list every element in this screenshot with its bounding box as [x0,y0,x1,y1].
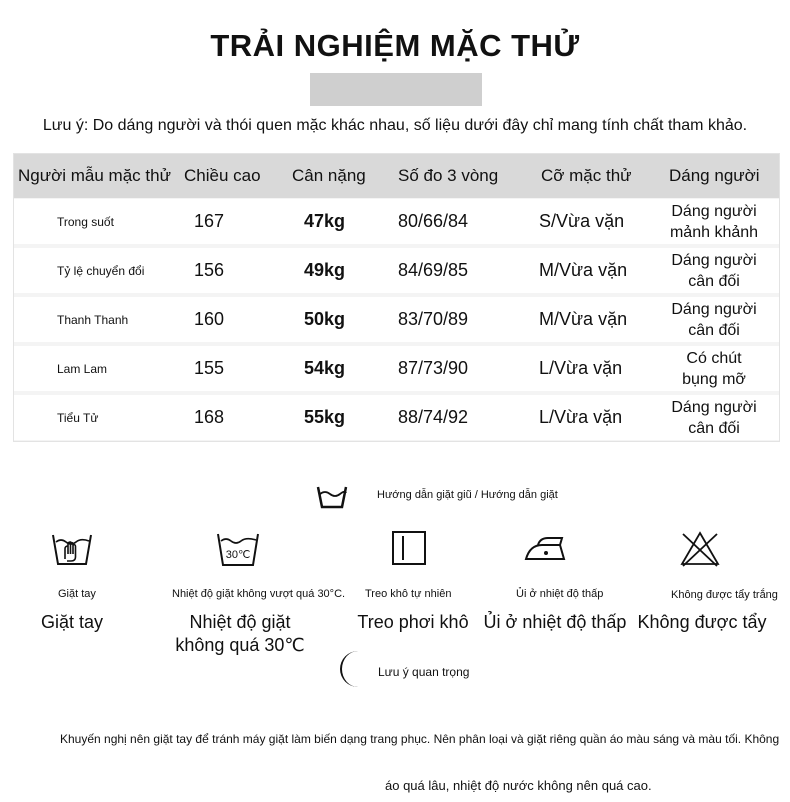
fitting-table [13,153,780,442]
hand-wash-label [32,611,112,634]
measurement-value: 84/69/85 [398,260,469,280]
table-row [14,199,779,244]
model-name: Tiểu Tử [57,411,99,425]
wash-30c-label-line1: Nhiệt độ giặt [189,612,291,632]
measurement-value: 80/66/84 [398,211,469,231]
weight-value: 54kg [304,358,346,378]
model-name: Lam Lam [57,362,108,376]
wash-basin-icon [316,484,348,510]
height-value: 167 [194,211,225,231]
body-shape-line1: Dáng người [671,301,757,318]
header-measurements: Số đo 3 vòng [398,166,499,185]
size-value: M/Vừa vặn [539,309,628,329]
size-value: S/Vừa vặn [539,211,625,231]
body-shape-line2: bụng mỡ [682,371,746,388]
table-row [14,297,779,342]
wash-30c-label [160,611,320,657]
line-dry-icon [391,530,427,566]
page-title: TRẢI NGHIỆM MẶC THỬ [210,28,580,63]
care-header-label: Hướng dẫn giặt giũ / Hướng dẫn giặt [377,489,558,501]
body-shape-value [659,397,769,439]
height-value: 156 [194,260,225,280]
body-shape-value [659,201,769,243]
no-bleach-label-line1: Không được tẩy [637,612,767,632]
header-weight: Cân nặng [292,166,366,185]
hand-wash-small-label: Giặt tay [58,588,96,600]
body-shape-line1: Dáng người [671,252,757,269]
height-value: 160 [194,309,225,329]
care-advice-line2: áo quá lâu, nhiệt độ nước không nên quá cao. [385,778,652,793]
size-value: L/Vừa vặn [539,407,623,427]
weight-value: 50kg [304,309,346,329]
body-shape-value [659,348,769,390]
body-shape-line2: cân đối [688,322,740,339]
weight-value: 47kg [304,211,346,231]
body-shape-line2: mảnh khảnh [669,224,759,241]
table-row [14,346,779,391]
care-advice-line1: Khuyến nghị nên giặt tay để tránh máy giặt làm biến dạng trang phục. Nên phân loại và giặt riêng quần áo màu sáng và màu tối. Không [60,732,780,746]
no-bleach-small-label: Không được tẩy trắng [671,589,778,601]
size-value: M/Vừa vặn [539,260,628,280]
model-name: Tỷ lệ chuyển đổi [57,264,145,278]
iron-low-label [480,611,630,634]
table-row [14,248,779,293]
size-value: L/Vừa vặn [539,358,623,378]
table-header [14,154,779,198]
header-body-shape: Dáng người [669,166,760,185]
iron-low-icon [524,535,568,563]
header-height: Chiều cao [184,166,261,185]
title-underline-bar [310,73,482,106]
iron-low-small-label: Ủi ở nhiệt độ thấp [516,588,604,600]
body-shape-line1: Dáng người [671,203,757,220]
weight-value: 49kg [304,260,346,280]
wash-30c-label-line2: không quá 30℃ [175,635,305,655]
no-bleach-icon [679,530,721,568]
measurement-value: 88/74/92 [398,407,469,427]
wash-30c-badge: 30℃ [225,549,251,561]
header-model: Người mẫu mặc thử [18,166,171,185]
height-value: 155 [194,358,225,378]
header-size: Cỡ mặc thử [541,166,632,185]
reference-note: Lưu ý: Do dáng người và thói quen mặc khác nhau, số liệu dưới đây chỉ mang tính chất tham khảo. [42,117,748,134]
hand-wash-icon [51,531,93,567]
line-dry-label-line1: Treo phơi khô [357,612,469,632]
body-shape-line2: cân đối [688,420,740,437]
measurement-value: 83/70/89 [398,309,469,329]
body-shape-line1: Có chút [686,350,742,367]
body-shape-value [659,250,769,292]
body-shape-value [659,299,769,341]
body-shape-line1: Dáng người [671,399,757,416]
weight-value: 55kg [304,407,346,427]
hand-wash-label-line1: Giặt tay [40,612,104,632]
wash-30c-icon [216,530,260,568]
important-notice-label: Lưu ý quan trọng [378,665,470,679]
model-name: Thanh Thanh [57,313,129,327]
body-shape-line2: cân đối [688,273,740,290]
wash-30c-small-label: Nhiệt độ giặt không vượt quá 30°C. [172,588,346,600]
model-name: Trong suốt [57,215,114,229]
line-dry-label [352,611,474,634]
iron-low-label-line1: Ủi ở nhiệt độ thấp [483,612,627,632]
measurement-value: 87/73/90 [398,358,469,378]
line-dry-small-label: Treo khô tự nhiên [365,588,452,600]
table-row [14,395,779,440]
no-bleach-label [636,611,768,634]
height-value: 168 [194,407,225,427]
